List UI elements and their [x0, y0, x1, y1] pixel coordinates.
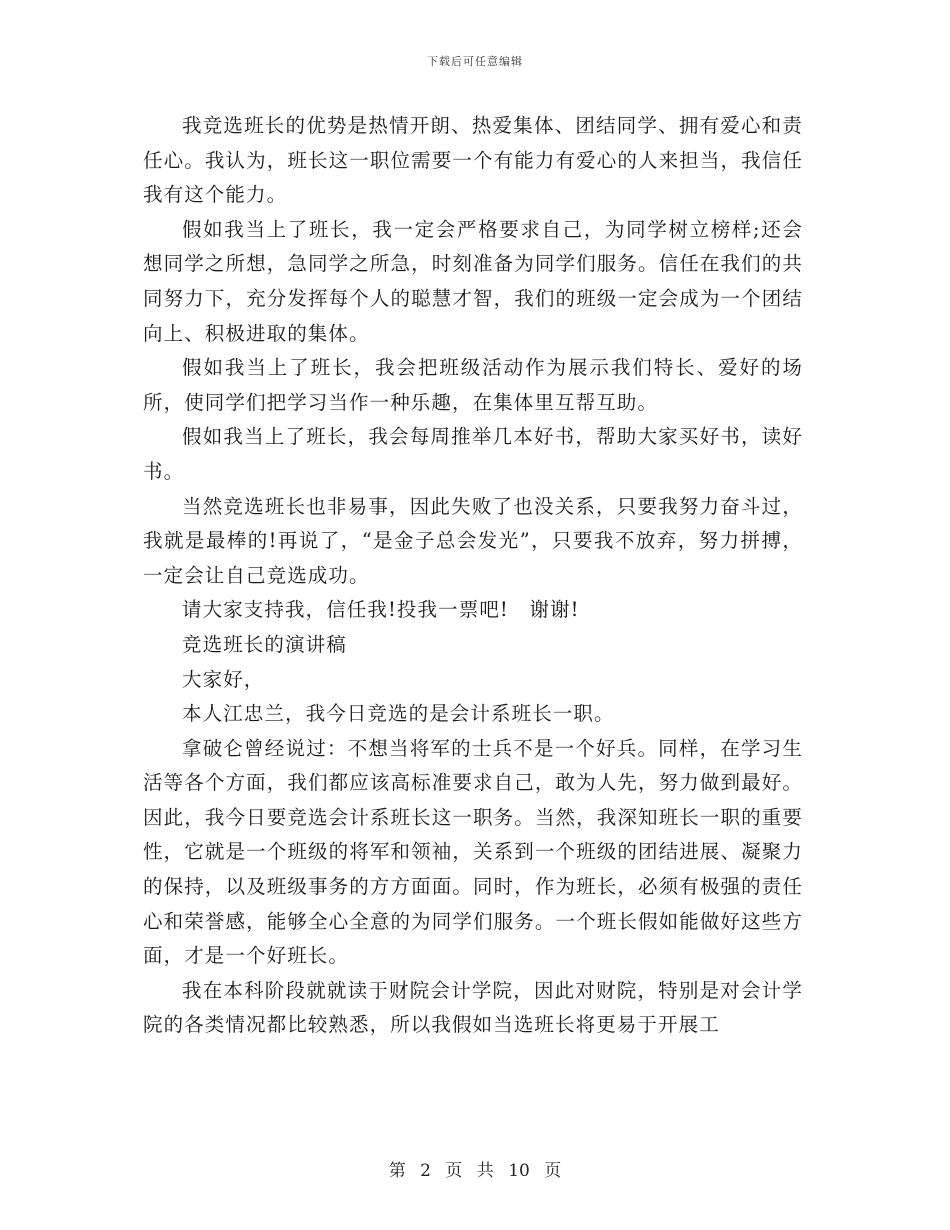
paragraph-9: 我在本科阶段就就读于财院会计学院，因此对财院，特别是对会计学院的各类情况都比较熟悉，所以我假如当选班长将更易于开展工 [143, 978, 803, 1037]
paragraph-1: 我竞选班长的优势是热情开朗、热爱集体、团结同学、拥有爱心和责任心。我认为，班长这一职位需要一个有能力有爱心的人来担当，我信任我有这个能力。 [143, 114, 803, 207]
page-header: 下载后可任意编辑 [427, 55, 523, 68]
paragraph-5: 当然竞选班长也非易事，因此失败了也没关系，只要我努力奋斗过，我就是最棒的!再说了，“是金子总会发光”，只要我不放弃，努力拼搏，一定会让自己竞选成功。 [143, 494, 803, 587]
section-title: 竞选班长的演讲稿 [182, 632, 347, 656]
paragraph-6: 请大家支持我，信任我!投我一票吧! 谢谢! [182, 598, 580, 622]
footer-current-page: 2 [420, 1161, 431, 1181]
paragraph-8: 拿破仑曾经说过：不想当将军的士兵不是一个好兵。同样，在学习生活等各个方面，我们都应该高标准要求自己，敢为人先，努力做到最好。因此，我今日要竞选会计系班长这一职务。当然，我深知班长一职的重要性，它就是一个班级的将军和领袖，关系到一个班级的团结进展、凝聚力的保持，以及班级事务的方方面面。同时，作为班长，必须有极强的责任心和荣誉感，能够全心全意的为同学们服务。一个班长假如能做好这些方面，才是一个好班长。 [143, 736, 803, 968]
footer-prefix: 第 [388, 1161, 406, 1181]
paragraph-7: 本人江忠兰，我今日竞选的是会计系班长一职。 [182, 702, 615, 726]
greeting: 大家好， [182, 667, 265, 691]
paragraph-4: 假如我当上了班长，我会每周推举几本好书，帮助大家买好书，读好书。 [143, 425, 803, 483]
footer-total-word: 共 [476, 1161, 494, 1181]
paragraph-2: 假如我当上了班长，我一定会严格要求自己，为同学树立榜样;还会想同学之所想，急同学之所急，时刻准备为同学们服务。信任在我们的共同努力下，充分发挥每个人的聪慧才智，我们的班级一定会成为一个团结向上、积极进取的集体。 [143, 217, 803, 345]
document-body [143, 109, 803, 1043]
footer-total-pages: 10 [508, 1161, 530, 1181]
page-footer [0, 1156, 950, 1181]
paragraph-3: 假如我当上了班长，我会把班级活动作为展示我们特长、爱好的场所，使同学们把学习当作一种乐趣，在集体里互帮互助。 [143, 356, 803, 414]
footer-suffix: 页 [544, 1161, 562, 1181]
footer-page-word: 页 [445, 1161, 463, 1181]
